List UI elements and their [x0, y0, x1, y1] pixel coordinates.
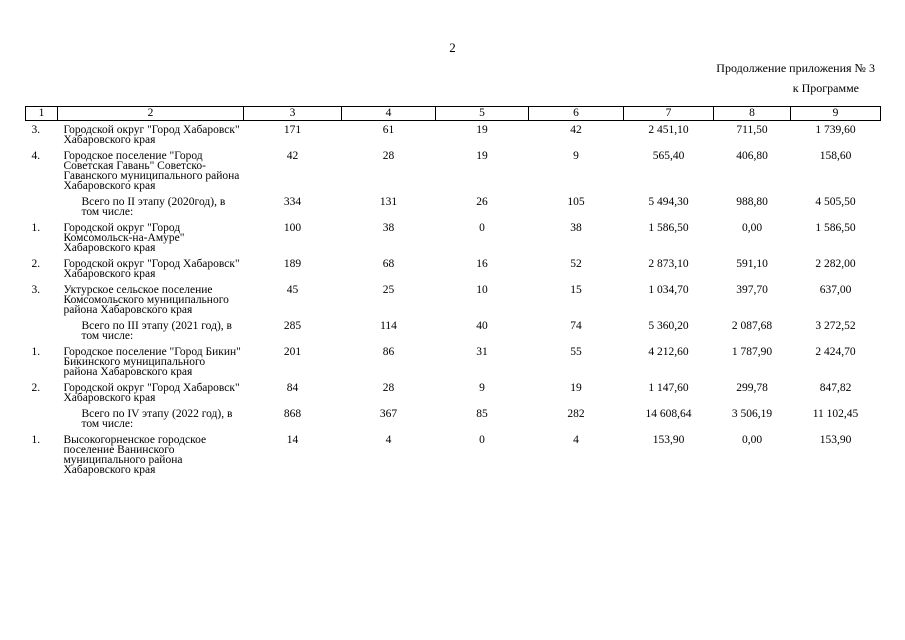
cell-c8: 1 787,90 [731, 346, 773, 358]
cell-c5: 85 [476, 408, 488, 420]
cell-c5: 10 [476, 284, 488, 296]
cell-name: Уктурское сельское поселение Комсомольского муниципального района Хабаровского края [63, 284, 229, 316]
column-header: 5 [436, 107, 529, 121]
table-row [26, 403, 881, 429]
table-row [26, 191, 881, 217]
cell-idx [26, 403, 58, 429]
table-row [26, 253, 881, 279]
cell-c3: 285 [283, 320, 302, 332]
cell-name: Высокогорненское городское поселение Ванинского муниципального района Хабаровского края [63, 434, 207, 476]
cell-c6: 282 [567, 408, 585, 420]
cell-c6: 4 [573, 434, 579, 446]
cell-c8: 988,80 [736, 196, 768, 208]
cell-c3: 868 [283, 408, 302, 420]
cell-c9: 847,82 [819, 382, 852, 394]
cell-name: Городское поселение "Город Бикин" Бикинского муниципального района Хабаровского края [63, 346, 241, 378]
cell-name: Городской округ "Город Хабаровск" Хабаровского края [63, 258, 240, 280]
column-header: 8 [714, 107, 791, 121]
cell-c9: 2 424,70 [815, 346, 856, 358]
cell-idx: 1. [31, 346, 41, 358]
cell-c5: 0 [479, 222, 485, 234]
cell-c9: 2 282,00 [815, 258, 856, 270]
column-header: 2 [58, 107, 244, 121]
table-row [26, 377, 881, 403]
cell-c8: 591,10 [736, 258, 768, 270]
cell-c9: 1 739,60 [815, 124, 856, 136]
cell-c3: 100 [283, 222, 302, 234]
cell-c6: 74 [570, 320, 582, 332]
cell-c8: 0,00 [741, 434, 763, 446]
cell-c4: 86 [382, 346, 395, 358]
cell-c9: 158,60 [819, 150, 852, 162]
cell-c5: 19 [476, 124, 488, 136]
cell-c6: 55 [570, 346, 582, 358]
cell-c4: 28 [382, 150, 395, 162]
cell-c3: 14 [286, 434, 299, 446]
cell-c5: 40 [476, 320, 488, 332]
cell-c3: 45 [286, 284, 299, 296]
cell-c3: 84 [286, 382, 299, 394]
cell-c4: 114 [380, 320, 397, 332]
cell-c5: 9 [479, 382, 485, 394]
cell-c9: 11 102,45 [812, 408, 859, 420]
cell-c7: 2 451,10 [648, 124, 689, 136]
cell-c5: 0 [479, 434, 485, 446]
column-header: 4 [342, 107, 436, 121]
cell-name: Всего по III этапу (2021 год), в том числе: [81, 320, 232, 342]
cell-idx: 1. [31, 222, 41, 234]
cell-c7: 1 034,70 [648, 284, 689, 296]
cell-name: Городской округ "Город Комсомольск-на-Амуре" Хабаровского края [63, 222, 185, 254]
cell-c7: 14 608,64 [645, 408, 692, 420]
cell-idx: 4. [31, 150, 41, 162]
column-header: 3 [244, 107, 342, 121]
cell-idx: 3. [31, 124, 41, 136]
cell-c9: 3 272,52 [815, 320, 856, 332]
cell-c4: 131 [379, 196, 398, 208]
cell-c3: 201 [283, 346, 302, 358]
cell-c6: 42 [570, 124, 582, 136]
cell-idx: 2. [31, 382, 41, 394]
cell-c6: 105 [567, 196, 585, 208]
cell-c4: 28 [382, 382, 395, 394]
cell-c7: 565,40 [652, 150, 685, 162]
cell-c7: 5 360,20 [648, 320, 689, 332]
table-row [26, 121, 881, 146]
cell-c4: 25 [382, 284, 395, 296]
cell-c7: 2 873,10 [648, 258, 689, 270]
cell-name: Городское поселение "Город Советская Гавань" Советско-Гаванского муниципального района Хабаровского края [63, 150, 240, 192]
cell-c4: 68 [382, 258, 395, 270]
cell-c7: 153,90 [652, 434, 685, 446]
cell-c4: 4 [385, 434, 392, 446]
cell-name: Городской округ "Город Хабаровск" Хабаровского края [63, 124, 240, 146]
cell-c8: 2 087,68 [731, 320, 773, 332]
cell-idx [26, 191, 58, 217]
cell-c3: 334 [283, 196, 302, 208]
cell-c9: 1 586,50 [815, 222, 856, 234]
table-row [26, 341, 881, 377]
column-header: 1 [26, 107, 58, 121]
cell-c4: 38 [382, 222, 395, 234]
program-table [25, 106, 881, 475]
cell-c3: 189 [283, 258, 302, 270]
cell-c5: 26 [476, 196, 488, 208]
cell-c8: 0,00 [741, 222, 763, 234]
cell-c7: 1 147,60 [648, 382, 689, 394]
table-header-row [26, 107, 881, 121]
cell-c5: 19 [476, 150, 488, 162]
table-row [26, 429, 881, 475]
cell-idx: 3. [31, 284, 41, 296]
column-header: 7 [624, 107, 714, 121]
cell-idx: 1. [31, 434, 41, 446]
cell-c7: 1 586,50 [648, 222, 689, 234]
table-row [26, 279, 881, 315]
cell-idx: 2. [31, 258, 41, 270]
cell-c6: 15 [570, 284, 582, 296]
appendix-continuation-line1: Продолжение приложения № 3 [716, 61, 875, 75]
cell-c3: 171 [283, 124, 302, 136]
cell-c8: 299,78 [736, 382, 768, 394]
cell-c6: 9 [573, 150, 579, 162]
cell-c8: 397,70 [736, 284, 768, 296]
cell-c6: 19 [570, 382, 582, 394]
cell-c8: 3 506,19 [731, 408, 773, 420]
column-header: 9 [791, 107, 881, 121]
cell-name: Всего по II этапу (2020год), в том числе: [81, 196, 226, 218]
cell-c3: 42 [286, 150, 299, 162]
cell-c6: 52 [570, 258, 582, 270]
cell-c4: 367 [379, 408, 398, 420]
cell-name: Городской округ "Город Хабаровск" Хабаровского края [63, 382, 240, 404]
cell-c4: 61 [382, 124, 395, 136]
cell-name: Всего по IV этапу (2022 год), в том числе: [81, 408, 233, 430]
cell-c5: 16 [476, 258, 488, 270]
appendix-continuation-line2: к Программе [792, 81, 859, 95]
table-row [26, 315, 881, 341]
cell-c7: 4 212,60 [648, 346, 689, 358]
cell-c7: 5 494,30 [648, 196, 689, 208]
cell-c5: 31 [476, 346, 488, 358]
cell-c9: 637,00 [819, 284, 852, 296]
column-header: 6 [529, 107, 624, 121]
cell-c8: 711,50 [736, 124, 768, 136]
cell-c8: 406,80 [736, 150, 768, 162]
table-row [26, 217, 881, 253]
cell-c9: 4 505,50 [815, 196, 856, 208]
appendix-continuation [716, 58, 875, 98]
cell-c9: 153,90 [819, 434, 852, 446]
cell-c6: 38 [570, 222, 582, 234]
page-number: 2 [449, 40, 456, 55]
cell-idx [26, 315, 58, 341]
table-row [26, 145, 881, 191]
